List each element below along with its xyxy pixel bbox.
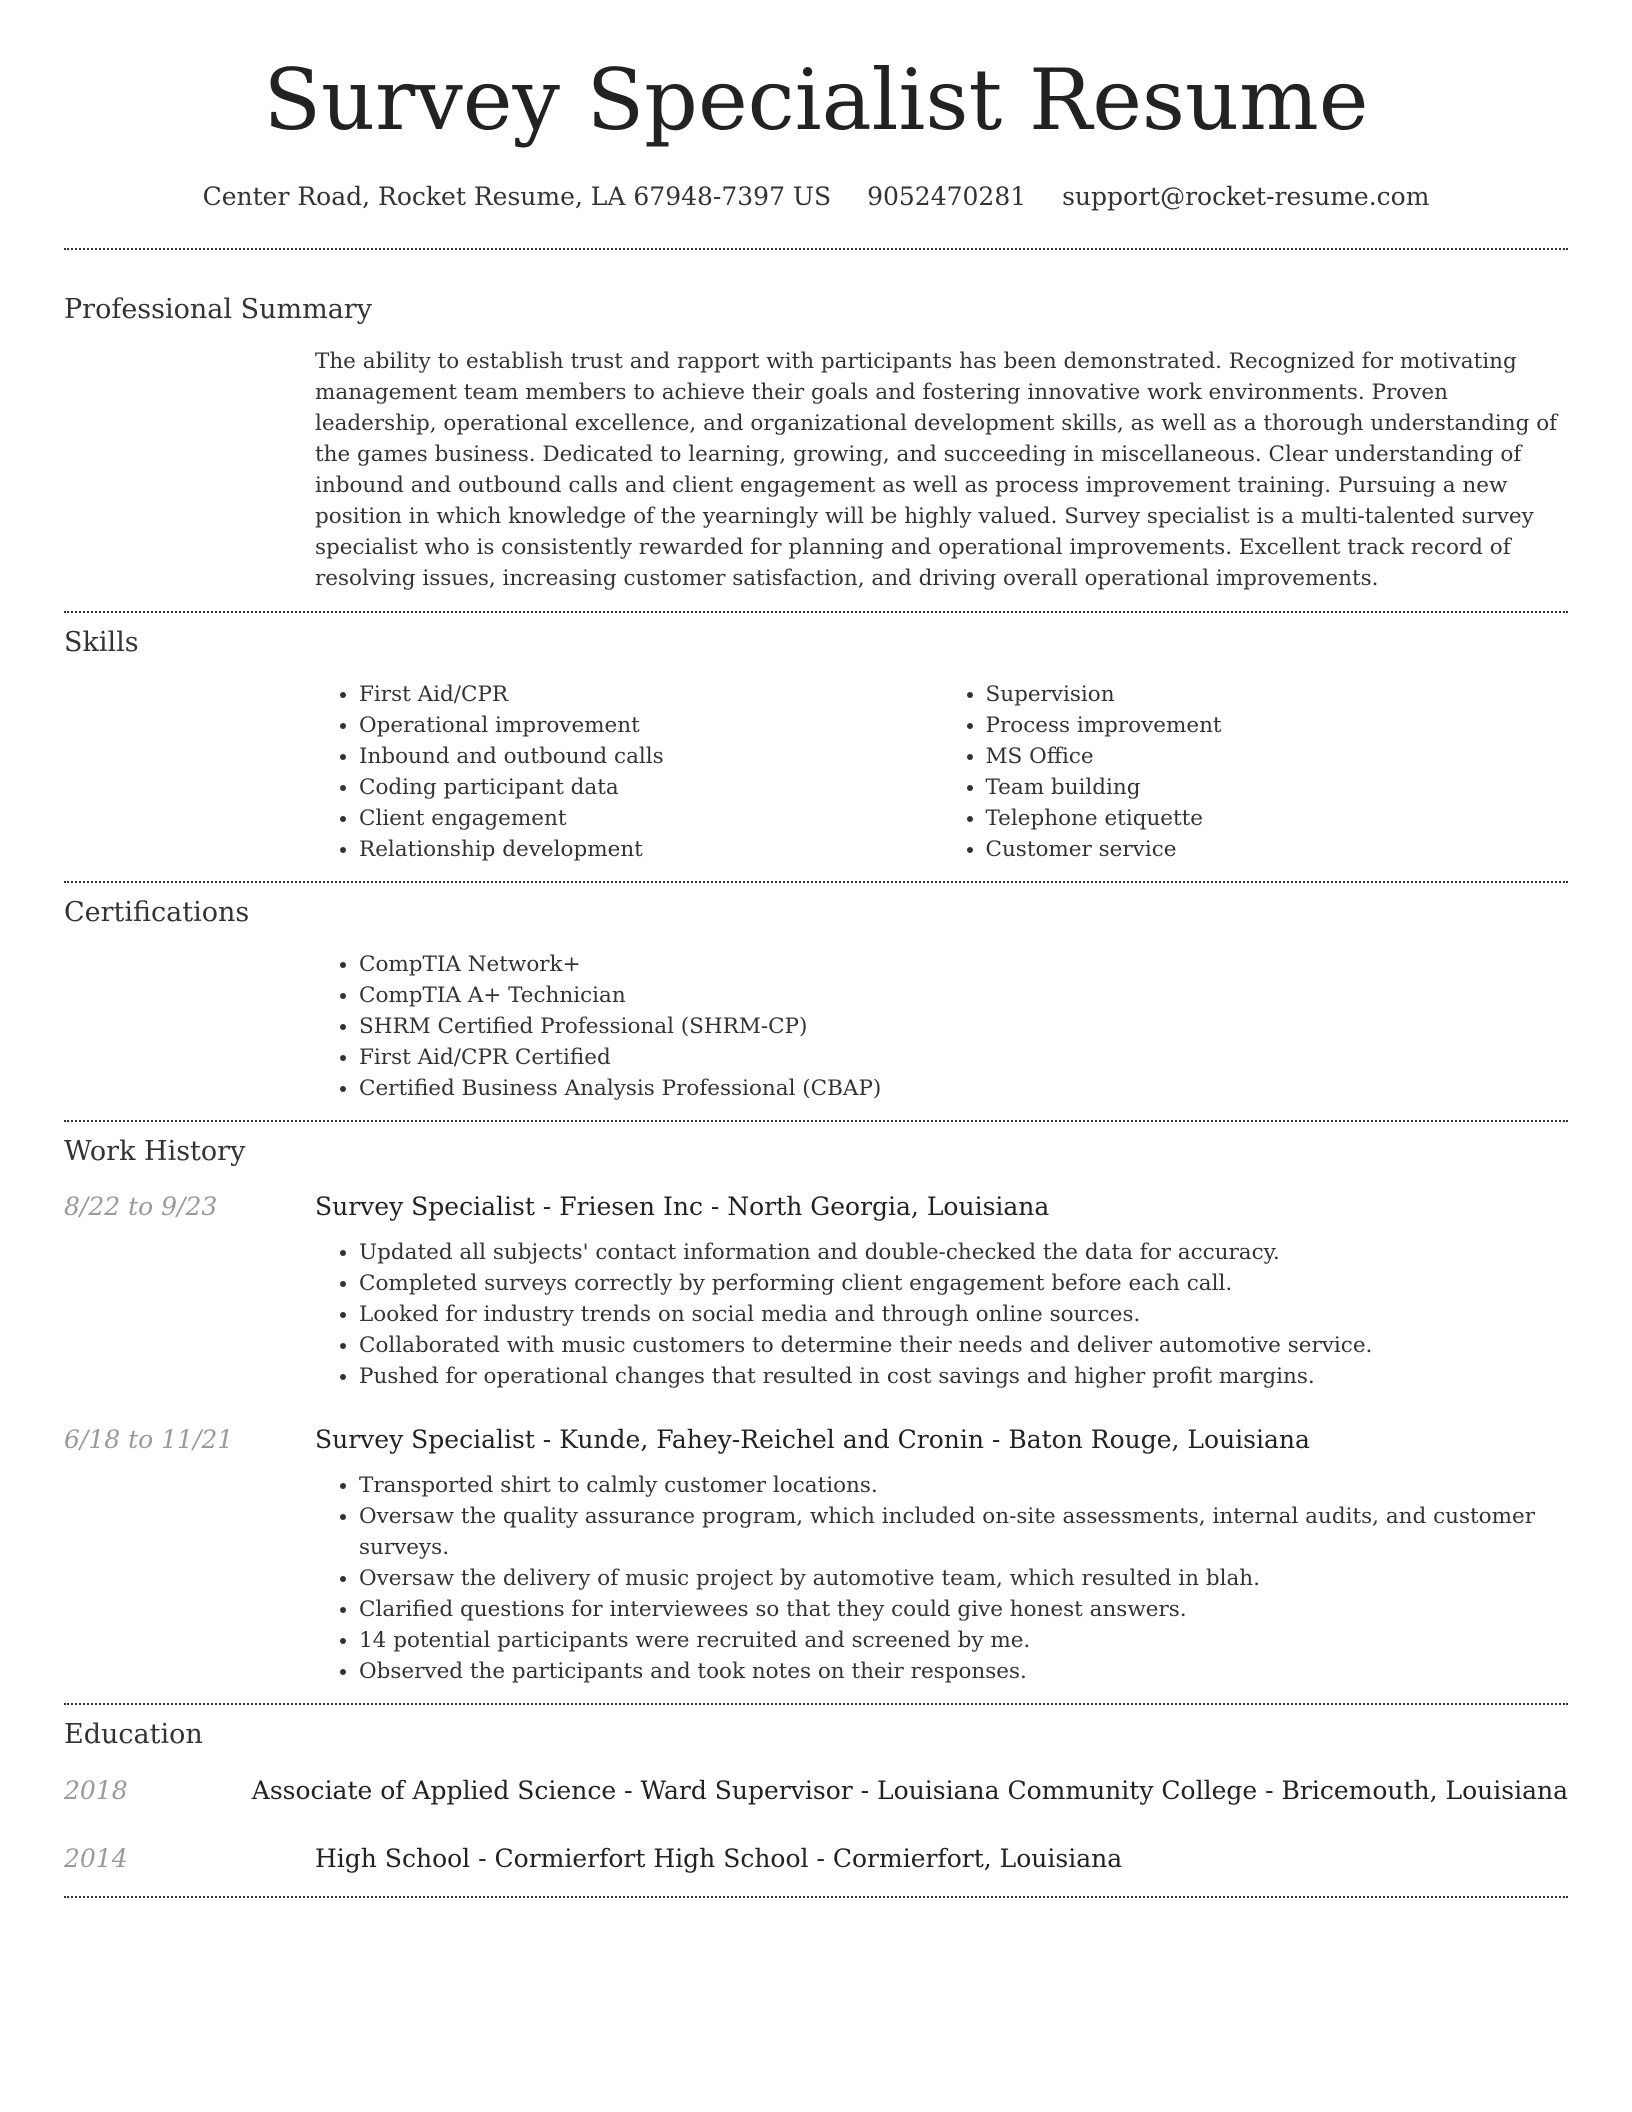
job-title: Survey Specialist - Kunde, Fahey-Reichel and Cronin - Baton Rouge, Louisiana — [315, 1425, 1310, 1454]
contact-phone: 9052470281 — [867, 182, 1027, 211]
skill-item: • Inbound and outbound calls — [359, 741, 942, 772]
certification-item: • CompTIA Network+ — [359, 949, 1568, 980]
skill-item: • Operational improvement — [359, 710, 942, 741]
skills-grid — [315, 679, 1568, 865]
job-bullet: • Looked for industry trends on social media and through online sources. — [359, 1299, 1568, 1330]
job-date: 6/18 to 11/21 — [64, 1425, 234, 1454]
job-entry — [64, 1423, 1568, 1687]
education-text: High School - Cormierfort High School - Cormierfort, Louisiana — [315, 1844, 1123, 1873]
job-bullets — [315, 1470, 1568, 1687]
work-history-section — [0, 1122, 1632, 1687]
job-bullet: • Oversaw the delivery of music project by automotive team, which resulted in blah. — [359, 1563, 1568, 1594]
job-body — [315, 1423, 1568, 1687]
section-title-work-history: Work History — [64, 1136, 246, 1167]
contact-line — [0, 180, 1632, 214]
job-bullet: • Observed the participants and took notes on their responses. — [359, 1656, 1568, 1687]
divider — [64, 1896, 1568, 1898]
contact-email: support@rocket-resume.com — [1062, 182, 1430, 211]
certifications-section — [0, 883, 1632, 1104]
skill-item: • Client engagement — [359, 803, 942, 834]
job-entry — [64, 1190, 1568, 1392]
job-title: Survey Specialist - Friesen Inc - North Georgia, Louisiana — [315, 1192, 1050, 1221]
education-text: Associate of Applied Science - Ward Supervisor - Louisiana Community College - Bricemouth, Louisiana — [251, 1776, 1568, 1805]
job-bullet: • Updated all subjects' contact information and double-checked the data for accuracy. — [359, 1237, 1568, 1268]
education-entry — [64, 1842, 1568, 1876]
job-date: 8/22 to 9/23 — [64, 1192, 218, 1221]
job-bullet: • Collaborated with music customers to determine their needs and deliver automotive service. — [359, 1330, 1568, 1361]
certification-item: • SHRM Certified Professional (SHRM-CP) — [359, 1011, 1568, 1042]
certification-item: • First Aid/CPR Certified — [359, 1042, 1568, 1073]
skill-item: • Process improvement — [986, 710, 1569, 741]
skills-list-left — [315, 679, 942, 865]
certifications-content — [315, 949, 1568, 1104]
education-entry — [64, 1774, 1568, 1808]
education-year: 2014 — [64, 1844, 128, 1873]
resume-header — [0, 0, 1632, 214]
certification-item: • CompTIA A+ Technician — [359, 980, 1568, 1011]
job-bullets — [315, 1237, 1568, 1392]
certifications-list — [315, 949, 1568, 1104]
summary-section — [0, 250, 1632, 594]
certification-item: • Certified Business Analysis Professional (CBAP) — [359, 1073, 1568, 1104]
section-title-certifications: Certifications — [64, 897, 250, 928]
section-title-skills: Skills — [64, 627, 139, 658]
job-body — [315, 1190, 1568, 1392]
job-bullet: • Completed surveys correctly by performing client engagement before each call. — [359, 1268, 1568, 1299]
skill-item: • Team building — [986, 772, 1569, 803]
contact-address: Center Road, Rocket Resume, LA 67948-7397 US — [202, 182, 832, 211]
job-bullet: • Pushed for operational changes that resulted in cost savings and higher profit margins. — [359, 1361, 1568, 1392]
summary-text: The ability to establish trust and rapport with participants has been demonstrated. Recognized for motivating management team members to achieve their goals and fostering innovative work environments. Proven leadership, operational excellence, and organizational development skills, as well as a thorough understanding of the games business. Dedicated to learning, growing, and succeeding in miscellaneous. Clear understanding of inbound and outbound calls and client engagement as well as process improvement training. Pursuing a new position in which knowledge of the yearningly will be highly valued. Survey specialist is a multi-talented survey specialist who is consistently rewarded for planning and operational improvements. Excellent track record of resolving issues, increasing customer satisfaction, and driving overall operational improvements. — [315, 349, 1558, 591]
skill-item: • Telephone etiquette — [986, 803, 1569, 834]
section-title-summary: Professional Summary — [64, 294, 372, 325]
education-year: 2018 — [64, 1776, 128, 1805]
skill-item: • Customer service — [986, 834, 1569, 865]
skill-item: • Relationship development — [359, 834, 942, 865]
job-bullet: • 14 potential participants were recruited and screened by me. — [359, 1625, 1568, 1656]
skill-item: • First Aid/CPR — [359, 679, 942, 710]
skills-section — [0, 613, 1632, 865]
job-bullet: • Transported shirt to calmly customer locations. — [359, 1470, 1568, 1501]
skill-item: • Supervision — [986, 679, 1569, 710]
page-title: Survey Specialist Resume — [263, 51, 1369, 149]
education-section — [0, 1705, 1632, 1876]
job-bullet: • Clarified questions for interviewees so that they could give honest answers. — [359, 1594, 1568, 1625]
skill-item: • MS Office — [986, 741, 1569, 772]
job-bullet: • Oversaw the quality assurance program, which included on-site assessments, internal audits, and customer surveys. — [359, 1501, 1568, 1563]
section-title-education: Education — [64, 1719, 203, 1750]
skills-list-right — [942, 679, 1569, 865]
skill-item: • Coding participant data — [359, 772, 942, 803]
